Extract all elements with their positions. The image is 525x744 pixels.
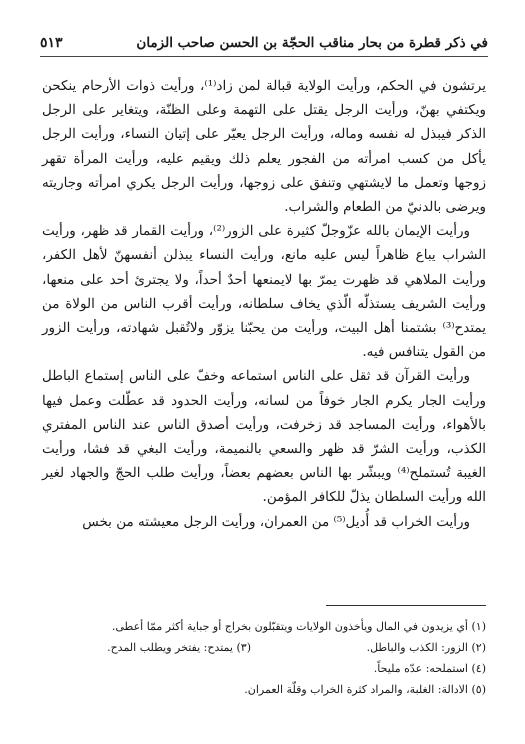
footnote-4: (٤) استملحه: عدّه مليحاً. <box>373 662 486 675</box>
footnote <box>42 679 486 700</box>
main-text <box>42 74 486 534</box>
page-number: ٥١٣ <box>40 35 63 51</box>
paragraph: ورأيت الخراب قد أُديل⁽⁵⁾ من العمران، ورأيت الرجل معيشته من بخس <box>82 513 470 530</box>
running-title: في ذكر قطرة من بحار مناقب الحجّة بن الحسن صاحب الزمان <box>136 35 488 51</box>
footnote-2: (٢) الزور: الكذب والباطل. <box>366 641 486 654</box>
paragraph: ورأيت القرآن قد ثقل على الناس استماعه وخفّ على الناس إستماع الباطل ورأيت الجار يكرم الجار خوفاً من لسانه، ورأيت الحدود قد عطّلت وعمل فيها بالأهواء، ورأيت المساجد قد زخرفت، ورأيت أصدق الناس عند الناس المفتري الكذب، ورأيت الشرّ قد ظهر والسعي بالنميمة، ورأيت البغي قد فشا، ورأيت الغيبة تُستملح⁽⁴⁾ ويبشّر بها الناس بعضهم بعضاً، ورأيت طلب الحجّ والجهاد لغير الله ورأيت السلطان يذلّ للكافر المؤمن. <box>42 368 486 506</box>
footnotes <box>42 616 486 700</box>
footnote-row <box>42 637 486 658</box>
page-header <box>40 34 488 57</box>
footnote <box>42 658 486 679</box>
footnote <box>42 616 486 637</box>
footnote-separator <box>326 605 486 606</box>
paragraph: ورأيت الإيمان بالله عزّوجلّ كثيرة على الزور⁽²⁾، ورأيت القمار قد ظهر، ورأيت الشراب يباع ظاهراً ليس عليه مانع، ورأيت النساء يبذلن أنفسهنّ لأهل الكفر، ورأيت الملاهي قد ظهرت يمرّ بها لايمنعها أحدٌ أحداً، ولا يجترئ أحد على منعها، ورأيت الشريف يستذلّه الّذي يخاف سلطانه، ورأيت أقرب الناس من الولاة من يمتدح⁽³⁾ بشتمنا أهل البيت، ورأيت من يحبّنا يزوّر ولاتُقبل شهادته، ورأيت الزور من القول يتنافس فيه. <box>42 223 486 361</box>
footnote-3: (٣) يمتدح: يفتخر ويطلب المدح. <box>107 641 251 654</box>
paragraph: يرتشون في الحكم، ورأيت الولاية قبالة لمن زاد⁽¹⁾، ورأيت ذوات الأرحام ينكحن ويكتفي بهنّ، ورأيت الرجل يقتل على التهمة وعلى الظنّة، ويتغاير على الرجل الذكر فيبذل له نفسه وماله، ورأيت الرجل يعيّر على إتيان النساء، ورأيت الرجل يأكل من كسب امرأته من الفجور يعلم ذلك ويقيم عليه، ورأيت المرأة تقهر زوجها وتعمل ما لايشتهي وتنفق على زوجها، ورأيت الرجل يكري امرأته وجاريته ويرضى بالدنيّ من الطعام والشراب. <box>42 78 486 216</box>
footnote-1: (١) أي يزيدون في المال ويأخذون الولايات ويتقبّلون بخراج أو جباية أكثر ممّا أعطى. <box>111 620 486 633</box>
footnote-5: (٥) الادالة: الغلبة، والمراد كثرة الخراب وقلّة العمران. <box>244 683 486 696</box>
